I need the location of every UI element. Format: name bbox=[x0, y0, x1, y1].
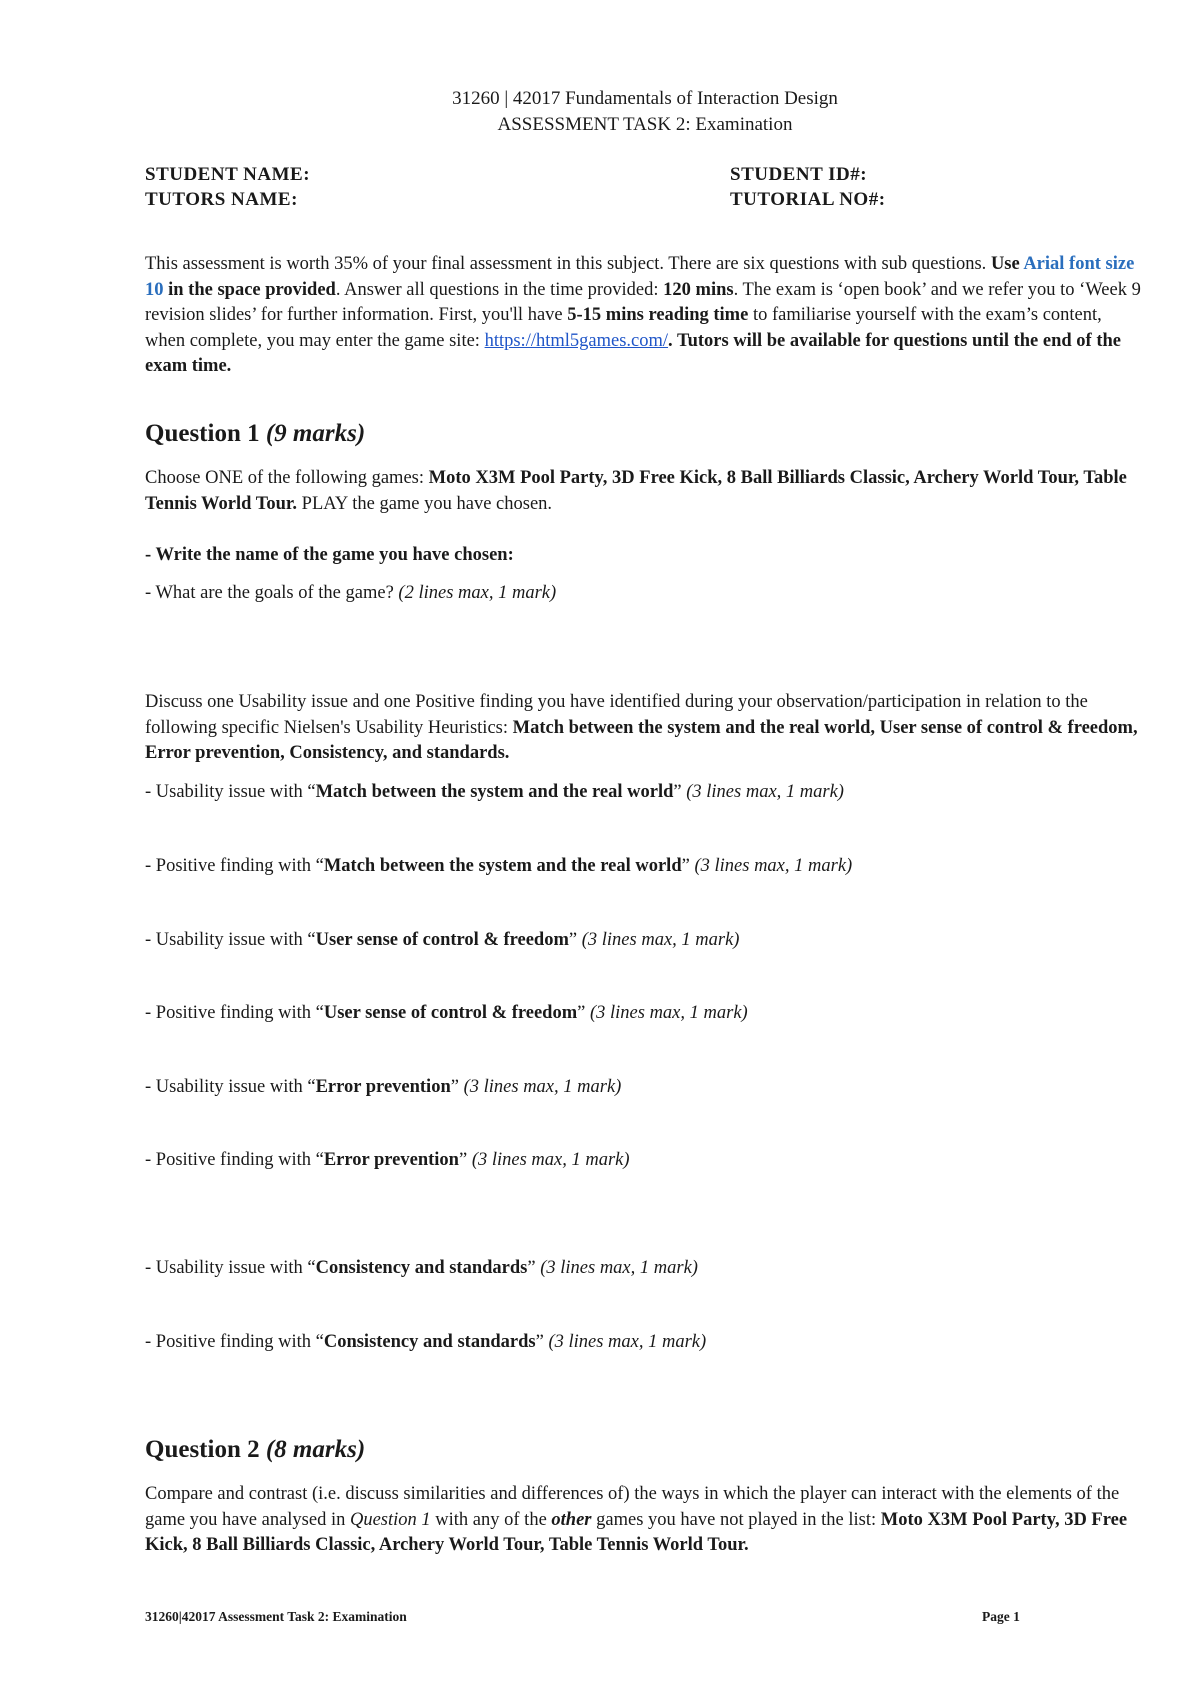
heuristic-prompt-6 bbox=[145, 1150, 630, 1171]
prompt-note: (3 lines max, 1 mark) bbox=[471, 1150, 630, 1170]
prompt-prefix: - Positive finding with “ bbox=[145, 1150, 324, 1170]
document-title: 31260 | 42017 Fundamentals of Interaction Design bbox=[452, 88, 838, 109]
intro-paragraph bbox=[145, 252, 1145, 380]
prompt-term: Match between the system and the real world bbox=[323, 856, 682, 876]
prompt-note: (3 lines max, 1 mark) bbox=[589, 1003, 748, 1023]
question-2-title: Question 2 bbox=[145, 1436, 266, 1463]
prompt-prefix: - Usability issue with “ bbox=[145, 1258, 316, 1278]
student-name-label: STUDENT NAME: bbox=[145, 164, 311, 185]
intro-text: This assessment is worth 35% of your final assessment in this subject. There are six questions with sub questions. bbox=[145, 254, 991, 274]
intro-text: to familiarise yourself with the exam’s content, when complete, you may enter the game site: bbox=[145, 305, 1102, 351]
prompt-term: Error prevention bbox=[323, 1150, 459, 1170]
intro-text: . Answer all questions in the time provided: bbox=[335, 279, 664, 300]
heuristics-instructions bbox=[145, 690, 1145, 767]
prompt-prefix: - Usability issue with “ bbox=[145, 930, 316, 950]
prompt-suffix: ” bbox=[673, 782, 687, 802]
prompt-note: (3 lines max, 1 mark) bbox=[540, 1258, 698, 1278]
footer-page-number: Page 1 bbox=[982, 1609, 1020, 1624]
heuristics-list: Match between the system and the real world, User sense of control & freedom, Error prevention, Consistency, and standards. bbox=[145, 717, 1138, 763]
heuristic-prompt-2 bbox=[145, 856, 852, 877]
write-game-name-prompt bbox=[145, 545, 514, 566]
choose-text: Choose ONE of the following games: bbox=[145, 468, 429, 488]
write-game-name-text: - Write the name of the game you have chosen: bbox=[145, 545, 514, 565]
compare-text: with any of the bbox=[430, 1509, 552, 1530]
document-subtitle: ASSESSMENT TASK 2: Examination bbox=[497, 114, 793, 135]
compare-text: games you have not played in the list: bbox=[591, 1509, 881, 1530]
intro-text: . The exam is ‘open book’ and we refer you to ‘Week 9 revision slides’ for further information. First, you'll have bbox=[145, 279, 1141, 325]
prompt-note: (3 lines max, 1 mark) bbox=[463, 1077, 622, 1097]
prompt-note: (3 lines max, 1 mark) bbox=[686, 782, 844, 802]
footer-course-label: 31260|42017 Assessment Task 2: Examination bbox=[145, 1609, 407, 1624]
prompt-suffix: ” bbox=[681, 856, 695, 876]
question-1-heading bbox=[145, 420, 365, 448]
prompt-term: Consistency and standards bbox=[323, 1332, 536, 1352]
discuss-text: Discuss one Usability issue and one Positive finding you have identified during your observation/participation in relation to the following specific Nielsen's Usability Heuristics: bbox=[145, 692, 1088, 738]
question-2-instructions bbox=[145, 1482, 1145, 1559]
game-list: Moto X3M Pool Party, 3D Free Kick, 8 Ball Billiards Classic, Archery World Tour, Table Tennis World Tour. bbox=[145, 1509, 1128, 1555]
prompt-term: User sense of control & freedom bbox=[323, 1003, 578, 1023]
prompt-note: (3 lines max, 1 mark) bbox=[581, 930, 740, 950]
exam-duration: 120 mins bbox=[663, 279, 734, 300]
game-goals-text: - What are the goals of the game? bbox=[145, 583, 399, 603]
question-2-heading bbox=[145, 1436, 365, 1464]
compare-text: Compare and contrast (i.e. discuss similarities and differences of) the ways in which the player can interact with the elements of the game you have analysed in bbox=[145, 1484, 1120, 1530]
heuristic-prompt-4 bbox=[145, 1003, 748, 1024]
prompt-prefix: - Usability issue with “ bbox=[145, 782, 316, 802]
prompt-term: Consistency and standards bbox=[315, 1258, 528, 1278]
prompt-suffix: ” bbox=[458, 1150, 472, 1170]
intro-bold: Use bbox=[990, 254, 1024, 274]
font-instruction: Arial font size 10 bbox=[145, 254, 1135, 300]
prompt-suffix: ” bbox=[527, 1258, 541, 1278]
game-site-link[interactable]: https://html5games.com/ bbox=[484, 330, 669, 351]
game-list: Moto X3M Pool Party, 3D Free Kick, 8 Ball Billiards Classic, Archery World Tour, Table Tennis World Tour. bbox=[145, 468, 1127, 514]
question-2-marks: (8 marks) bbox=[265, 1436, 366, 1463]
prompt-prefix: - Usability issue with “ bbox=[145, 1077, 316, 1097]
prompt-note: (3 lines max, 1 mark) bbox=[548, 1332, 707, 1352]
prompt-suffix: ” bbox=[577, 1003, 590, 1023]
reading-time: 5-15 mins reading time bbox=[567, 305, 749, 325]
question-reference: Question 1 bbox=[349, 1509, 431, 1530]
heuristic-prompt-5 bbox=[145, 1077, 621, 1098]
heuristic-prompt-7 bbox=[145, 1258, 698, 1279]
question-1-title: Question 1 bbox=[145, 420, 266, 447]
prompt-prefix: - Positive finding with “ bbox=[145, 1003, 324, 1023]
heuristic-prompt-8 bbox=[145, 1332, 706, 1353]
tutors-name-label: TUTORS NAME: bbox=[145, 189, 298, 210]
prompt-suffix: ” bbox=[568, 930, 582, 950]
play-text: PLAY the game you have chosen. bbox=[297, 493, 553, 514]
tutorial-no-label: TUTORIAL NO#: bbox=[730, 189, 886, 210]
prompt-term: Match between the system and the real world bbox=[315, 782, 674, 802]
heuristic-prompt-1 bbox=[145, 782, 844, 803]
prompt-suffix: ” bbox=[535, 1332, 549, 1352]
heuristic-prompt-3 bbox=[145, 930, 739, 951]
question-1-marks: (9 marks) bbox=[265, 420, 366, 447]
intro-bold: in the space provided bbox=[163, 279, 336, 300]
prompt-note: (3 lines max, 1 mark) bbox=[694, 856, 853, 876]
prompt-suffix: ” bbox=[450, 1077, 464, 1097]
game-goals-note: (2 lines max, 1 mark) bbox=[398, 583, 557, 603]
game-goals-prompt bbox=[145, 583, 556, 604]
other-emphasis: other bbox=[551, 1509, 592, 1530]
question-1-instructions bbox=[145, 466, 1145, 517]
prompt-term: Error prevention bbox=[315, 1077, 451, 1097]
student-id-label: STUDENT ID#: bbox=[730, 164, 868, 185]
prompt-prefix: - Positive finding with “ bbox=[145, 1332, 324, 1352]
prompt-prefix: - Positive finding with “ bbox=[145, 856, 324, 876]
prompt-term: User sense of control & freedom bbox=[315, 930, 569, 950]
tutors-availability: . Tutors will be available for questions until the end of the exam time. bbox=[145, 330, 1122, 376]
